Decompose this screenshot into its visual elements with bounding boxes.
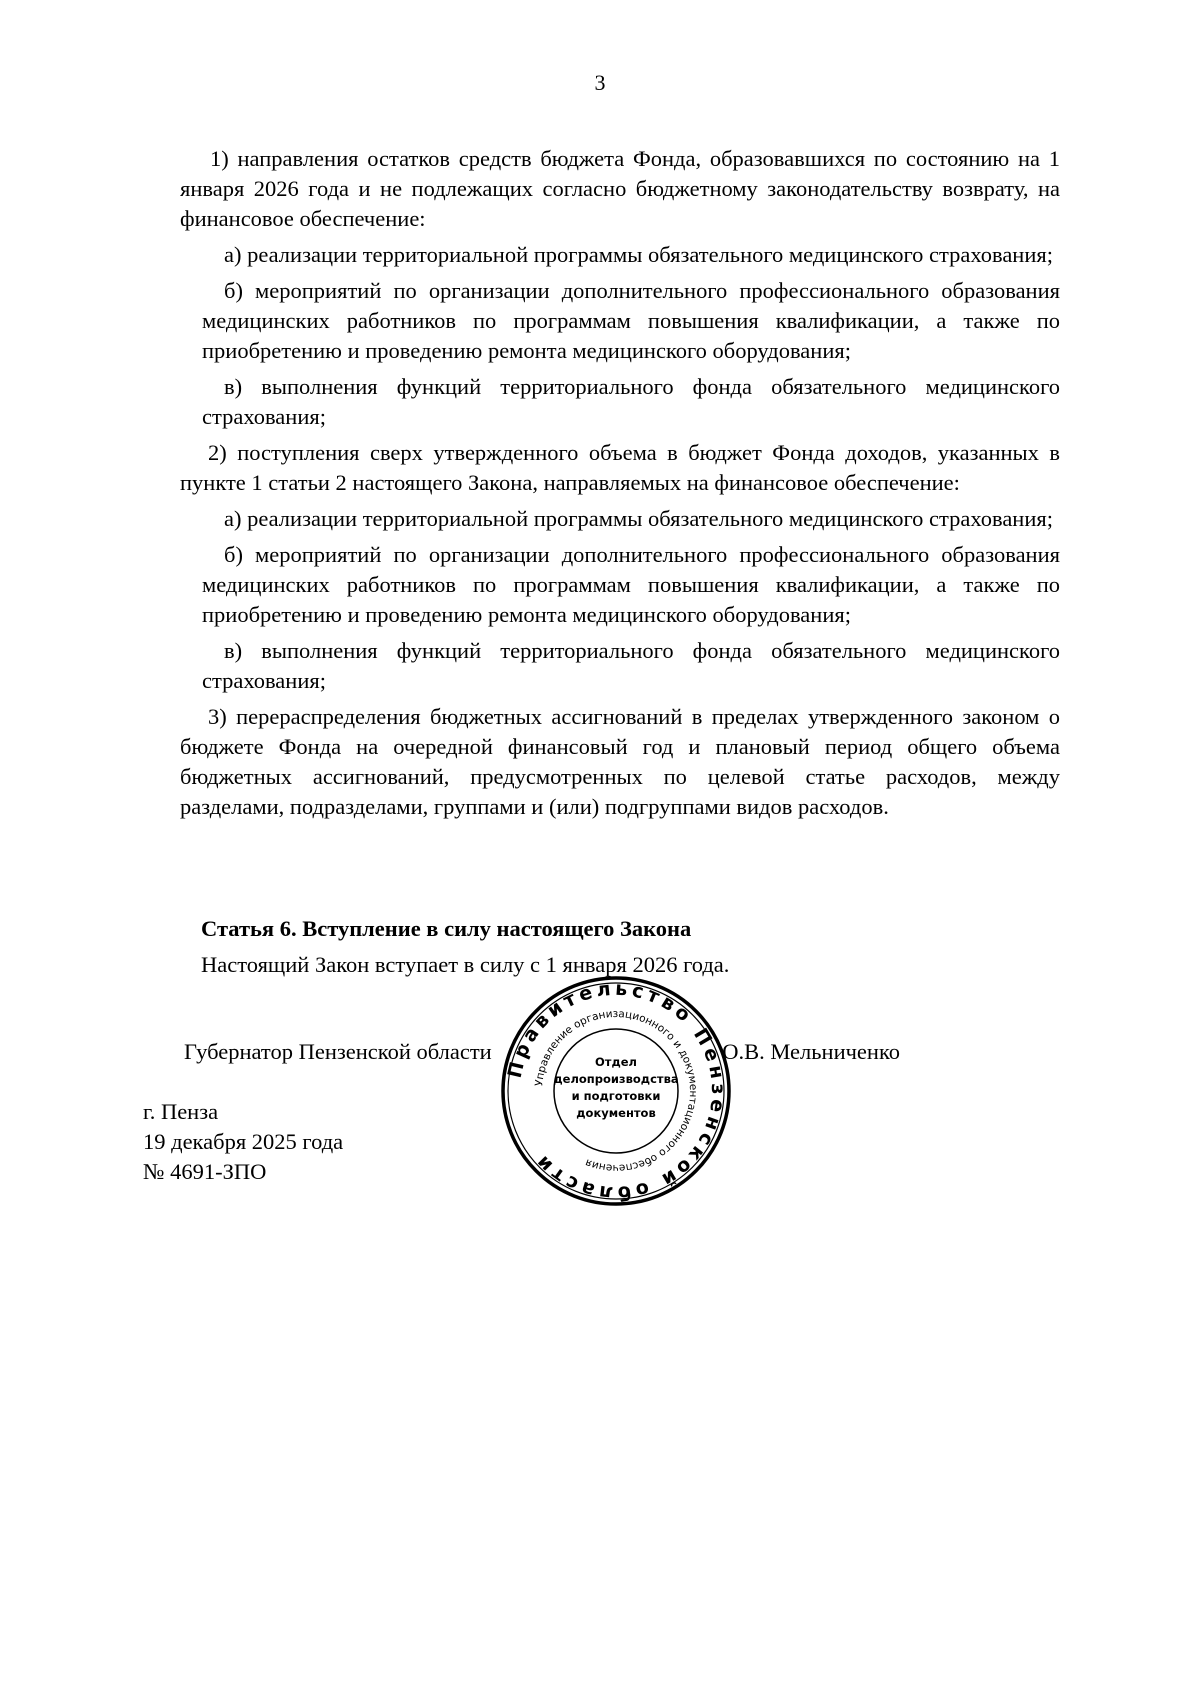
signatory-name: О.В. Мельниченко bbox=[722, 1039, 900, 1064]
seal-center-line-1: Отдел bbox=[595, 1055, 637, 1069]
document-number: № 4691-ЗПО bbox=[143, 1159, 267, 1184]
item-1-c: в) выполнения функций территориального фонда обязательного медицинского страхования; bbox=[202, 374, 1060, 429]
item-1-b: б) мероприятий по организации дополнительного профессионального образования медицинских работников по программам повышения квалификации, а также по приобретению и проведению ремонта медицинского оборудования; bbox=[202, 278, 1060, 363]
item-2: 2) поступления сверх утвержденного объема в бюджет Фонда доходов, указанных в пункте 1 статьи 2 настоящего Закона, направляемых на финансовое обеспечение: bbox=[180, 440, 1060, 495]
item-3: 3) перераспределения бюджетных ассигнований в пределах утвержденного законом о бюджете Фонда на очередной финансовый год и плановый период общего объема бюджетных ассигнований, предусмотренных по целевой статье расходов, между разделами, подразделами, группами и (или) подгруппами видов расходов. bbox=[180, 704, 1060, 819]
item-2-c: в) выполнения функций территориального фонда обязательного медицинского страхования; bbox=[202, 638, 1060, 693]
seal-middle-text: Управление организационного и документационного обеспечения bbox=[533, 1007, 700, 1175]
official-seal bbox=[500, 975, 732, 1207]
item-2-b: б) мероприятий по организации дополнительного профессионального образования медицинских работников по программам повышения квалификации, а также по приобретению и проведению ремонта медицинского оборудования; bbox=[202, 542, 1060, 627]
date: 19 декабря 2025 года bbox=[143, 1129, 344, 1154]
seal-center-line-3: и подготовки bbox=[571, 1089, 661, 1103]
item-2-a: а) реализации территориальной программы обязательного медицинского страхования; bbox=[224, 506, 1053, 531]
place-date-block bbox=[143, 1097, 343, 1187]
article-text: Настоящий Закон вступает в силу с 1 января 2026 года. bbox=[201, 952, 730, 977]
body-text bbox=[180, 144, 1060, 822]
signatory-position: Губернатор Пензенской области bbox=[184, 1039, 492, 1064]
item-1: 1) направления остатков средств бюджета Фонда, образовавшихся по состоянию на 1 января 2026 года и не подлежащих согласно бюджетному законодательству возврату, на финансовое обеспечение: bbox=[180, 146, 1060, 231]
page-number: 3 bbox=[594, 70, 606, 95]
article-heading: Статья 6. Вступление в силу настоящего Закона bbox=[201, 916, 692, 941]
seal-center-line-2: делопроизводства bbox=[553, 1072, 679, 1086]
seal-outer-text: Правительство Пензенской области bbox=[503, 977, 730, 1205]
seal-center-line-4: документов bbox=[576, 1106, 656, 1120]
place: г. Пенза bbox=[143, 1099, 219, 1124]
item-1-a: а) реализации территориальной программы обязательного медицинского страхования; bbox=[224, 242, 1053, 267]
